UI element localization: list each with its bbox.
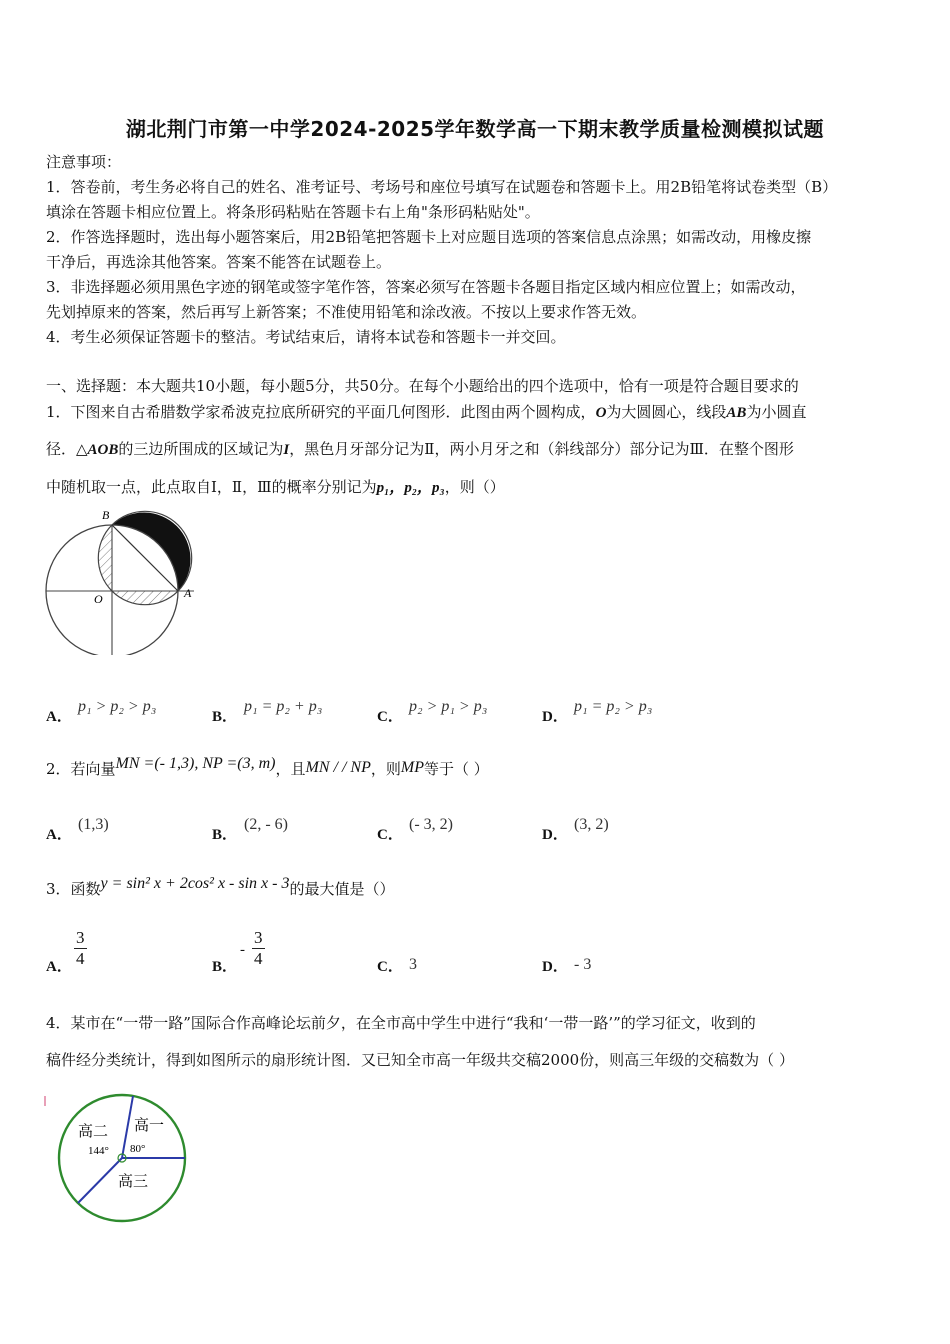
label-b: B (102, 508, 110, 522)
q1-options (46, 686, 906, 726)
q1-text: 1．下图来自古希腊数学家希波克拉底所研究的平面几何图形．此图由两个圆构成， (46, 403, 596, 421)
label-o: O (94, 592, 103, 606)
option-value: p₁ = p₂ > p₃ (574, 698, 653, 715)
label-angle-80: 80° (130, 1143, 146, 1155)
numerator: 3 (76, 928, 85, 947)
option-value: (1,3) (78, 816, 109, 833)
option-letter: C． (377, 709, 403, 725)
q1-text: 为大圆圆心，线段 (606, 403, 727, 421)
q2-text: 2．若向量 (46, 760, 116, 778)
hippocrates-figure (44, 505, 200, 655)
section-heading: 一、选择题：本大题共10小题，每小题5分，共50分。在每个小题给出的四个选项中，恰有一项是符合题目要求的 (46, 377, 799, 395)
q3-stem (46, 875, 395, 900)
q2-parallel: MN / / NP (305, 759, 371, 776)
notice-line: 1．答卷前，考生务必将自己的姓名、准考证号、考场号和座位号填写在试题卷和答题卡上。用2B铅笔将试卷类型（B） (46, 178, 838, 196)
q1-text: ，黑色月牙部分记为Ⅱ，两小月牙之和（斜线部分）部分记为Ⅲ．在整个图形 (289, 440, 794, 458)
hatched-lune-left (98, 525, 112, 591)
q2-options (46, 804, 906, 844)
q1-text: 的三边所围成的区域记为 (118, 440, 284, 458)
option-value: (3, 2) (574, 816, 609, 833)
fraction (74, 928, 87, 969)
option-letter: B． (212, 709, 238, 725)
q3-text: 的最大值是（） (289, 880, 395, 898)
q2-text: ，则 (370, 760, 401, 778)
q1-text: 径．△ (46, 440, 88, 458)
page-title: 湖北荆门市第一中学2024-2025学年数学高一下期末教学质量检测模拟试题 (125, 117, 825, 141)
q2-mp: MP (400, 759, 424, 776)
pie-divider (78, 1158, 122, 1203)
label-grade1: 高一 (134, 1116, 165, 1134)
option-letter: D． (542, 827, 568, 843)
q1-line3 (46, 477, 505, 498)
q2-stem (46, 755, 489, 780)
option-value: p₁ > p₂ > p₃ (78, 698, 157, 715)
q1-line2 (46, 439, 794, 460)
q3-function: y = sin² x + 2cos² x - sin x - 3 (100, 875, 290, 892)
notice-line: 先划掉原来的答案，然后再写上新答案；不准使用铅笔和涂改液。不按以上要求作答无效。 (46, 303, 647, 321)
option-letter: D． (542, 959, 568, 975)
option-value: p₁ = p₂ + p₃ (244, 698, 323, 715)
option-letter: C． (377, 827, 403, 843)
option-letter: A． (46, 827, 72, 843)
sector-pie-chart (44, 1088, 196, 1236)
label-grade2: 高二 (78, 1122, 109, 1140)
notice-heading: 注意事项： (46, 153, 122, 171)
notice-line: 2．作答选择题时，选出每小题答案后，用2B铅笔把答题卡上对应题目选项的答案信息点涂黑；如需改动，用橡皮擦 (46, 228, 812, 246)
option-letter: A． (46, 959, 72, 975)
q1-line1 (46, 402, 806, 423)
fraction (252, 928, 265, 969)
q4-line1: 4．某市在“一带一路”国际合作高峰论坛前夕，在全市高中学生中进行“我和‘一带一路’”的学习征文，收到的 (46, 1014, 756, 1032)
label-grade3: 高三 (118, 1172, 149, 1190)
notice-line: 3．非选择题必须用黑色字迹的钢笔或签字笔作答，答案必须写在答题卡各题目指定区域内相应位置上；如需改动， (46, 278, 806, 296)
option-letter: A． (46, 709, 72, 725)
q1-sym-o: O (595, 405, 607, 421)
q2-text: 等于（ ） (423, 760, 489, 778)
option-letter: B． (212, 959, 238, 975)
q1-text: ，则（） (444, 478, 505, 496)
option-value: (2, - 6) (244, 816, 288, 833)
q4-line2: 稿件经分类统计，得到如图所示的扇形统计图．又已知全市高一年级共交稿2000份，则高三年级的交稿数为（ ） (46, 1051, 794, 1069)
option-letter: B． (212, 827, 238, 843)
label-a: A (184, 586, 192, 600)
option-letter: C． (377, 959, 403, 975)
minus-sign: - (240, 942, 245, 958)
option-value: - 3 (574, 956, 592, 973)
option-letter: D． (542, 709, 568, 725)
denominator: 4 (76, 949, 85, 968)
q3-options (46, 928, 906, 976)
q1-sym-ab: AB (726, 405, 747, 421)
numerator: 3 (254, 928, 263, 947)
black-crescent (112, 513, 190, 591)
option-value: 3 (409, 956, 417, 973)
q1-sym-i: I (283, 442, 290, 458)
q1-sym-aob: AOB (87, 442, 119, 458)
notice-line: 干净后，再选涂其他答案。答案不能答在试题卷上。 (46, 253, 392, 271)
q1-text: 为小圆直 (746, 403, 807, 421)
option-value: (- 3, 2) (409, 816, 453, 833)
label-angle-144: 144° (88, 1145, 109, 1157)
q1-text: 中随机取一点，此点取自Ⅰ，Ⅱ，Ⅲ的概率分别记为 (46, 478, 377, 496)
notice-line: 填涂在答题卡相应位置上。将条形码粘贴在答题卡右上角"条形码粘贴处"。 (46, 203, 540, 221)
q1-sym-p: p₁，p₂，p₃ (376, 480, 445, 496)
q3-text: 3．函数 (46, 880, 101, 898)
denominator: 4 (254, 949, 263, 968)
option-value: p₂ > p₁ > p₃ (409, 698, 488, 715)
q2-vectors: MN =(- 1,3), NP =(3, m) (115, 755, 276, 772)
q2-text: ，且 (275, 760, 306, 778)
notice-line: 4．考生必须保证答题卡的整洁。考试结束后，请将本试卷和答题卡一并交回。 (46, 328, 566, 346)
hatched-lune-bottom (112, 591, 178, 605)
